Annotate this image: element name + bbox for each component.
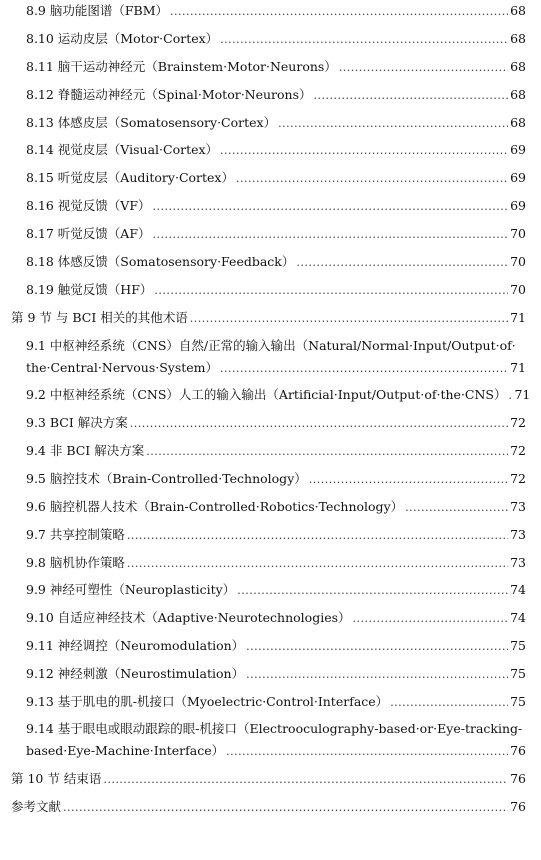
dot-leader xyxy=(63,800,508,816)
toc-entry-page: 75 xyxy=(510,694,526,709)
toc-entry-page: 74 xyxy=(510,610,526,625)
dot-leader xyxy=(314,88,509,104)
toc-entry-title: 9.12 神经刺激（Neurostimulation） xyxy=(26,666,245,681)
dot-leader xyxy=(130,416,508,432)
toc-entry-page: 74 xyxy=(510,582,526,597)
dot-leader xyxy=(246,639,508,655)
toc-entry-title: 参考文献 xyxy=(11,799,62,814)
toc-entry-page: 68 xyxy=(510,115,526,130)
toc-entry-page: 71 xyxy=(510,310,526,325)
toc-entry-title: 8.11 脑干运动神经元（Brainstem·Motor·Neurons） xyxy=(26,59,337,74)
toc-entry-title: 9.13 基于肌电的肌-机接口（Myoelectric·Control·Interface） xyxy=(26,694,389,709)
toc-entry-title: 第 10 节 结束语 xyxy=(11,771,102,786)
toc-entry-title: 9.1 中枢神经系统（CNS）自然/正常的输入输出（Natural/Normal·Input/Output·of· xyxy=(26,338,516,353)
toc-entry-title: 9.10 自适应神经技术（Adaptive·Neurotechnologies） xyxy=(26,610,351,625)
dot-leader xyxy=(146,444,508,460)
dot-leader xyxy=(405,500,508,516)
dot-leader xyxy=(220,143,508,159)
toc-entry-title: 8.18 体感反馈（Somatosensory·Feedback） xyxy=(26,254,295,269)
toc-entry-page: 70 xyxy=(510,226,526,241)
dot-leader xyxy=(103,772,508,788)
toc-entry-title: 8.15 听觉皮层（Auditory·Cortex） xyxy=(26,170,234,185)
toc-entry-page: 68 xyxy=(510,3,526,18)
dot-leader xyxy=(127,528,508,544)
toc-entry-page: 71 xyxy=(510,360,526,375)
dot-leader xyxy=(339,60,508,76)
dot-leader xyxy=(220,361,508,377)
dot-leader xyxy=(237,583,508,599)
dot-leader xyxy=(309,472,508,488)
toc-entry-page: 76 xyxy=(510,771,526,786)
toc-entry-page: 72 xyxy=(510,443,526,458)
toc-entry-title: 8.10 运动皮层（Motor·Cortex） xyxy=(26,31,219,46)
toc-entry-title: 9.7 共享控制策略 xyxy=(26,527,125,542)
toc-entry-title: 9.8 脑机协作策略 xyxy=(26,555,125,570)
toc-entry-title: 9.6 脑控机器人技术（Brain-Controlled·Robotics·Technology） xyxy=(26,499,404,514)
dot-leader xyxy=(246,667,508,683)
toc-entry-page: 71 xyxy=(514,387,531,402)
dot-leader xyxy=(296,255,508,271)
toc-entry-page: 69 xyxy=(510,198,526,213)
toc-entry-page: 75 xyxy=(510,666,526,681)
toc-entry-title: 8.13 体感皮层（Somatosensory·Cortex） xyxy=(26,115,277,130)
toc-entry-page: 70 xyxy=(510,254,526,269)
toc-entry-title: 8.16 视觉反馈（VF） xyxy=(26,198,151,213)
toc-entry-title: 9.4 非 BCI 解决方案 xyxy=(26,443,145,458)
toc-entry-page: 68 xyxy=(510,59,526,74)
toc-entry-title: 8.17 听觉反馈（AF） xyxy=(26,226,151,241)
toc-entry-page: 75 xyxy=(510,638,526,653)
dot-leader xyxy=(226,744,508,760)
toc-entry-title: 8.9 脑功能图谱（FBM） xyxy=(26,3,169,18)
toc-entry-page: 72 xyxy=(510,415,526,430)
toc-entry-title: 9.14 基于眼电或眼动跟踪的眼-机接口（Electrooculography-based·or·Eye-tracking- xyxy=(26,721,523,736)
dot-leader xyxy=(353,611,509,627)
toc-entry-title-continued: the·Central·Nervous·System） xyxy=(26,360,219,375)
dot-leader xyxy=(508,388,512,404)
dot-leader xyxy=(153,199,509,215)
toc-entry-title: 9.3 BCI 解决方案 xyxy=(26,415,128,430)
toc-entry-title: 第 9 节 与 BCI 相关的其他术语 xyxy=(11,310,188,325)
toc-entry-page: 68 xyxy=(510,31,526,46)
toc-entry-title: 8.14 视觉皮层（Visual·Cortex） xyxy=(26,142,219,157)
dot-leader xyxy=(154,283,508,299)
toc-entry-page: 69 xyxy=(510,142,526,157)
toc-entry-page: 73 xyxy=(510,527,526,542)
toc-entry-title: 8.12 脊髓运动神经元（Spinal·Motor·Neurons） xyxy=(26,87,312,102)
toc-entry-page: 68 xyxy=(510,87,526,102)
toc-entry-page: 69 xyxy=(510,170,526,185)
toc-entry-page: 70 xyxy=(510,282,526,297)
dot-leader xyxy=(220,32,508,48)
toc-entry-title: 9.5 脑控技术（Brain-Controlled·Technology） xyxy=(26,471,307,486)
dot-leader xyxy=(170,4,508,20)
toc-entry-page: 72 xyxy=(510,471,526,486)
dot-leader xyxy=(153,227,509,243)
toc-entry-page: 76 xyxy=(510,743,526,758)
toc-entry-title-continued: based·Eye-Machine·Interface） xyxy=(26,743,225,758)
dot-leader xyxy=(190,311,508,327)
dot-leader xyxy=(127,556,508,572)
dot-leader xyxy=(390,695,508,711)
dot-leader xyxy=(278,116,508,132)
toc-entry-page: 76 xyxy=(510,799,526,814)
dot-leader xyxy=(236,171,508,187)
toc-entry-title: 9.9 神经可塑性（Neuroplasticity） xyxy=(26,582,236,597)
toc-entry-title: 8.19 触觉反馈（HF） xyxy=(26,282,153,297)
toc-entry-title: 9.2 中枢神经系统（CNS）人工的输入输出（Artificial·Input/Output·of·the·CNS） xyxy=(26,387,507,402)
toc-entry-title: 9.11 神经调控（Neuromodulation） xyxy=(26,638,245,653)
toc-entry-page: 73 xyxy=(510,555,526,570)
toc-entry-page: 73 xyxy=(510,499,526,514)
